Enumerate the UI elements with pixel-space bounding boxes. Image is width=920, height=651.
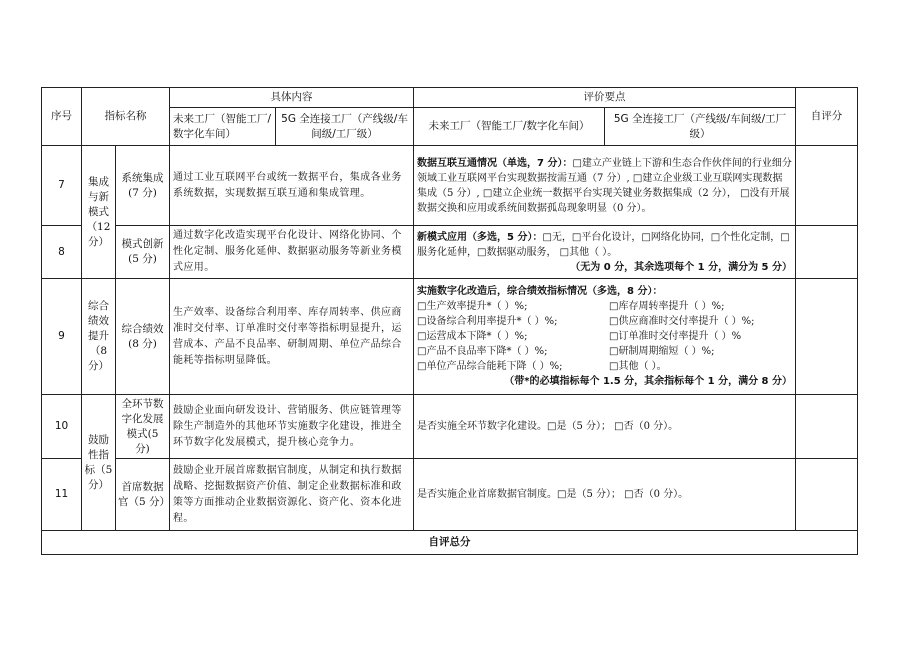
header-eval-future: 未来工厂（智能工厂/数字化车间）	[414, 108, 605, 146]
row9-description: 生产效率、设备综合利用率、库存周转率、供应商准时交付率、订单准时交付率等指标明显提升，运营成本、产品不良品率、研制周期、单位产品综合能耗等指标明显降低。	[170, 279, 414, 395]
row11-description: 鼓励企业开展首席数据官制度，从制定和执行数据战略、挖掘数据资产价值、制定企业数据标准和政策等方面推动企业数据资源化、资产化、资本化进程。	[170, 459, 414, 531]
row10-description: 鼓励企业面向研发设计、营销服务、供应链管理等除生产制造外的其他环节实施数字化建设，推进全环节数字化发展模式，提升核心竞争力。	[170, 395, 414, 459]
row11-eval: 是否实施企业首席数据官制度。□是（5 分）； □否（0 分）。	[414, 459, 796, 531]
row9-eval-title: 实施数字化改造后，综合绩效指标情况（多选，8 分）：	[417, 286, 663, 297]
header-eval: 评价要点	[414, 88, 796, 108]
metric-row	[417, 359, 792, 374]
metric-checkbox-item[interactable]: □产品不良品率下降*（ ）%;	[417, 346, 548, 357]
metric-checkbox-item[interactable]: □运营成本下降*（ ）%;	[417, 331, 528, 342]
row8-eval	[414, 226, 796, 279]
row7-eval-title: 数据互联互通情况（单选，7 分）：	[417, 157, 573, 169]
metric-row	[417, 299, 792, 314]
row10-eval: 是否实施全环节数字化建设。□是（5 分）； □否（0 分）。	[414, 395, 796, 459]
row8-self-score[interactable]	[796, 226, 858, 279]
row10-self-score[interactable]	[796, 395, 858, 459]
row7-seq: 7	[42, 146, 82, 226]
metric-checkbox-item[interactable]: □其他（ ）。	[609, 361, 667, 372]
metric-checkbox-item[interactable]: □供应商准时交付率提升（ ）%;	[609, 316, 755, 327]
header-indicator: 指标名称	[82, 88, 170, 146]
metric-checkbox-item[interactable]: □单位产品综合能耗下降（ ）%;	[417, 361, 563, 372]
row9-eval	[414, 279, 796, 395]
category-integration: 集成与新模式（12分）	[82, 146, 116, 279]
header-content-future: 未来工厂（智能工厂/数字化车间）	[170, 108, 276, 146]
row9-self-score[interactable]	[796, 279, 858, 395]
row7-self-score[interactable]	[796, 146, 858, 226]
row7-eval	[414, 146, 796, 226]
metric-checkbox-item[interactable]: □生产效率提升*（ ）%;	[417, 301, 528, 312]
row9-eval-note: （带*的必填指标每个 1.5 分，其余指标每个 1 分，满分 8 分）	[504, 376, 792, 387]
metric-checkbox-item[interactable]: □设备综合利用率提升*（ ）%;	[417, 316, 558, 327]
header-seq: 序号	[42, 88, 82, 146]
row9-subindicator: 综合绩效(8 分)	[116, 279, 170, 395]
header-self-score: 自评分	[796, 88, 858, 146]
metric-row	[417, 329, 792, 344]
row11-subindicator: 首席数据官（5 分）	[116, 459, 170, 531]
row7-eval-body: □建立产业链上下游和生态合作伙伴间的行业细分领域工业互联网平台实现数据按需互通（7 分）, □建立企业级工业互联网实现数据集成（5 分）, □建立企业统一数据平台实现关键业务数据集成（2 分）， □没有开展数据交换和应用或系统间数据孤岛现象明显（0 分）。	[417, 157, 792, 214]
evaluation-table	[41, 87, 858, 555]
row8-description: 通过数字化改造实现平台化设计、网络化协同、个性化定制、服务化延伸、数据驱动服务等新业务模式应用。	[170, 226, 414, 279]
category-incentive: 鼓励性指标（5分）	[82, 395, 116, 531]
row8-eval-note: （无为 0 分，其余选项每个 1 分，满分为 5 分）	[570, 261, 792, 273]
header-content: 具体内容	[170, 88, 414, 108]
row9-metric-list	[417, 299, 792, 374]
metric-row	[417, 314, 792, 329]
header-eval-5g: 5G 全连接工厂（产线级/车间级/工厂级）	[605, 108, 796, 146]
metric-checkbox-item[interactable]: □库存周转率提升（ ）%;	[609, 301, 725, 312]
metric-row	[417, 344, 792, 359]
header-content-5g: 5G 全连接工厂（产线级/车间级/工厂级）	[276, 108, 414, 146]
metric-checkbox-item[interactable]: □订单准时交付率提升（ ）%	[609, 331, 742, 342]
row8-seq: 8	[42, 226, 82, 279]
total-score-label: 自评总分	[42, 531, 858, 555]
row8-eval-body: □无，□平台化设计，□网络化协同，□个性化定制，□服务化延伸，□数据驱动服务， □其他（ ）。	[417, 231, 790, 258]
row8-eval-title: 新模式应用（多选，5 分）：	[417, 231, 543, 243]
row10-subindicator: 全环节数字化发展模式(5 分)	[116, 395, 170, 459]
row10-seq: 10	[42, 395, 82, 459]
row7-description: 通过工业互联网平台或统一数据平台，集成各业务系统数据，实现数据互联互通和集成管理。	[170, 146, 414, 226]
row8-subindicator: 模式创新(5 分)	[116, 226, 170, 279]
row9-seq: 9	[42, 279, 82, 395]
metric-checkbox-item[interactable]: □研制周期缩短（ ）%;	[609, 346, 715, 357]
row11-self-score[interactable]	[796, 459, 858, 531]
row11-seq: 11	[42, 459, 82, 531]
row7-subindicator: 系统集成(7 分)	[116, 146, 170, 226]
category-performance: 综合绩效提升（8分）	[82, 279, 116, 395]
